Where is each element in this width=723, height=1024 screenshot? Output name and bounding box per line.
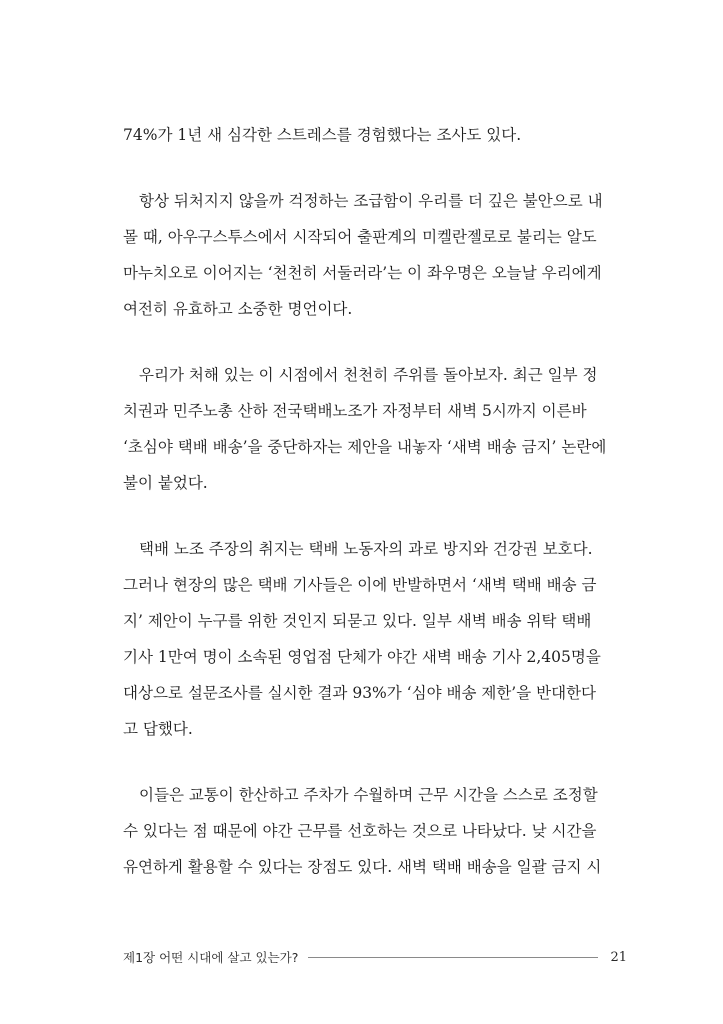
- footer-divider: [308, 957, 598, 958]
- body-text: [123, 117, 627, 885]
- text-line: 여전히 유효하고 소중한 명언이다.: [123, 300, 353, 318]
- paragraph-gap: [123, 327, 627, 357]
- text-line: ‘초심야 택배 배송’을 중단하자는 제안을 내놓자 ‘새벽 배송 금지’ 논란에: [123, 438, 607, 456]
- text-line: 74%가 1년 새 심각한 스트레스를 경험했다는 조사도 있다.: [123, 126, 522, 144]
- text-line: 수 있다는 점 때문에 야간 근무를 선호하는 것으로 나타났다. 낮 시간을: [123, 822, 597, 840]
- text-line: 이들은 교통이 한산하고 주차가 수월하며 근무 시간을 스스로 조정할: [139, 786, 598, 804]
- text-line: 지’ 제안이 누구를 위한 것인지 되묻고 있다. 일부 새벽 배송 위탁 택배: [123, 612, 592, 630]
- paragraph-gap: [123, 153, 627, 183]
- page-number: 21: [610, 949, 627, 965]
- text-line: 마누치오로 이어지는 ‘천천히 서둘러라’는 이 좌우명은 오늘날 우리에게: [123, 264, 602, 282]
- chapter-title: 제1장 어떤 시대에 살고 있는가?: [123, 950, 299, 965]
- text-line: 대상으로 설문조사를 실시한 결과 93%가 ‘심야 배송 제한’을 반대한다: [123, 684, 597, 702]
- text-line: 기사 1만여 명이 소속된 영업점 단체가 야간 새벽 배송 기사 2,405명을: [123, 648, 601, 666]
- text-line: 불이 붙었다.: [123, 474, 208, 492]
- text-line: 우리가 처해 있는 이 시점에서 천천히 주위를 돌아보자. 최근 일부 정: [139, 366, 598, 384]
- page-footer: [123, 945, 627, 969]
- text-line: 고 답했다.: [123, 720, 193, 738]
- paragraph-gap: [123, 501, 627, 531]
- text-line: 유연하게 활용할 수 있다는 장점도 있다. 새벽 택배 배송을 일괄 금지 시: [123, 858, 602, 876]
- text-line: 몰 때, 아우구스투스에서 시작되어 출판계의 미켈란젤로로 불리는 알도: [123, 228, 597, 246]
- text-line: 그러나 현장의 많은 택배 기사들은 이에 반발하면서 ‘새벽 택배 배송 금: [123, 576, 597, 594]
- text-line: 택배 노조 주장의 취지는 택배 노동자의 과로 방지와 건강권 보호다.: [139, 540, 593, 558]
- paragraph-gap: [123, 747, 627, 777]
- text-line: 항상 뒤처지지 않을까 걱정하는 조급함이 우리를 더 깊은 불안으로 내: [139, 192, 603, 210]
- text-line: 치권과 민주노총 산하 전국택배노조가 자정부터 새벽 5시까지 이른바: [123, 402, 587, 420]
